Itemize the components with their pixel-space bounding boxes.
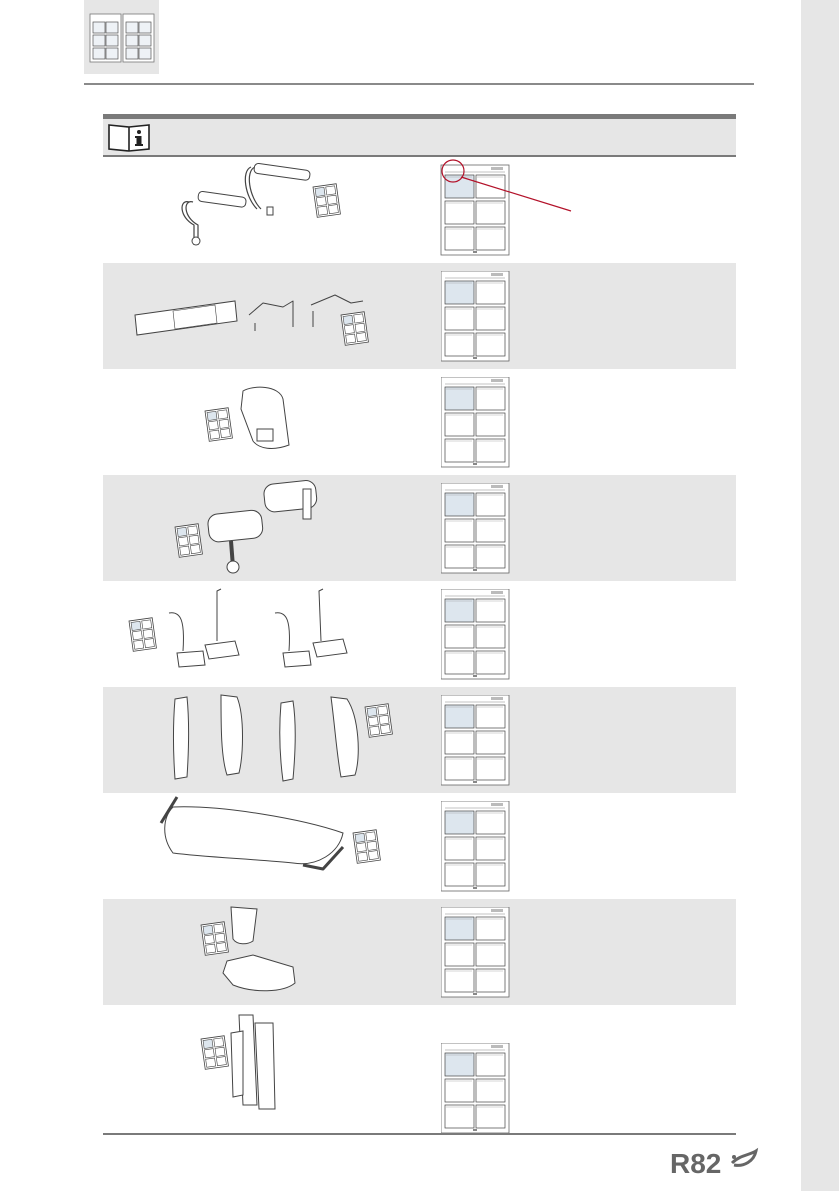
accessory-row (103, 475, 736, 581)
r82-logo (670, 1147, 760, 1177)
manual-page-thumbnail (441, 271, 631, 363)
abduction-blocks-illustration (103, 1005, 423, 1111)
table-header (103, 119, 736, 157)
footer-rule (103, 1133, 736, 1135)
tray-table-illustration (103, 793, 423, 899)
pad-and-brackets-illustration (103, 263, 423, 369)
mini-manual-thumbnail (365, 704, 392, 738)
side-tab-strip (801, 0, 839, 1191)
armrest-set-illustration (103, 157, 423, 263)
mini-manual-thumbnail (205, 408, 232, 442)
headrest-pad-illustration (103, 369, 423, 475)
read-manual-info-icon (107, 122, 151, 152)
manual-page-thumbnail (441, 483, 631, 575)
mini-manual-thumbnail (201, 1036, 228, 1070)
manual-spread-thumbnail-icon (84, 0, 159, 74)
accessory-row (103, 369, 736, 475)
manual-page-thumbnail (441, 1043, 631, 1135)
accessory-row (103, 793, 736, 899)
mini-manual-thumbnail (175, 524, 202, 558)
accessory-table (103, 114, 736, 1111)
manual-page-thumbnail (441, 695, 631, 787)
accessory-row (103, 1005, 736, 1111)
lateral-supports-illustration (103, 687, 423, 793)
accessory-row (103, 687, 736, 793)
headrest-with-bracket-illustration (103, 475, 423, 581)
logo-text: R82 (670, 1148, 722, 1177)
header-rule (84, 83, 754, 85)
pelvic-support-illustration (103, 899, 423, 1005)
accessory-row (103, 157, 736, 263)
manual-page-thumbnail (441, 907, 631, 999)
accessory-row (103, 899, 736, 1005)
accessory-row (103, 263, 736, 369)
accessory-row (103, 581, 736, 687)
mini-manual-thumbnail (129, 618, 156, 652)
mini-manual-thumbnail (353, 830, 380, 864)
manual-page-thumbnail (441, 165, 631, 257)
manual-page-thumbnail (441, 377, 631, 469)
mini-manual-thumbnail (201, 922, 228, 956)
footplates-pair-illustration (103, 581, 423, 687)
manual-page-thumbnail (441, 589, 631, 681)
manual-page-thumbnail (441, 801, 631, 893)
mini-manual-thumbnail (341, 312, 368, 346)
mini-manual-thumbnail (313, 184, 340, 218)
